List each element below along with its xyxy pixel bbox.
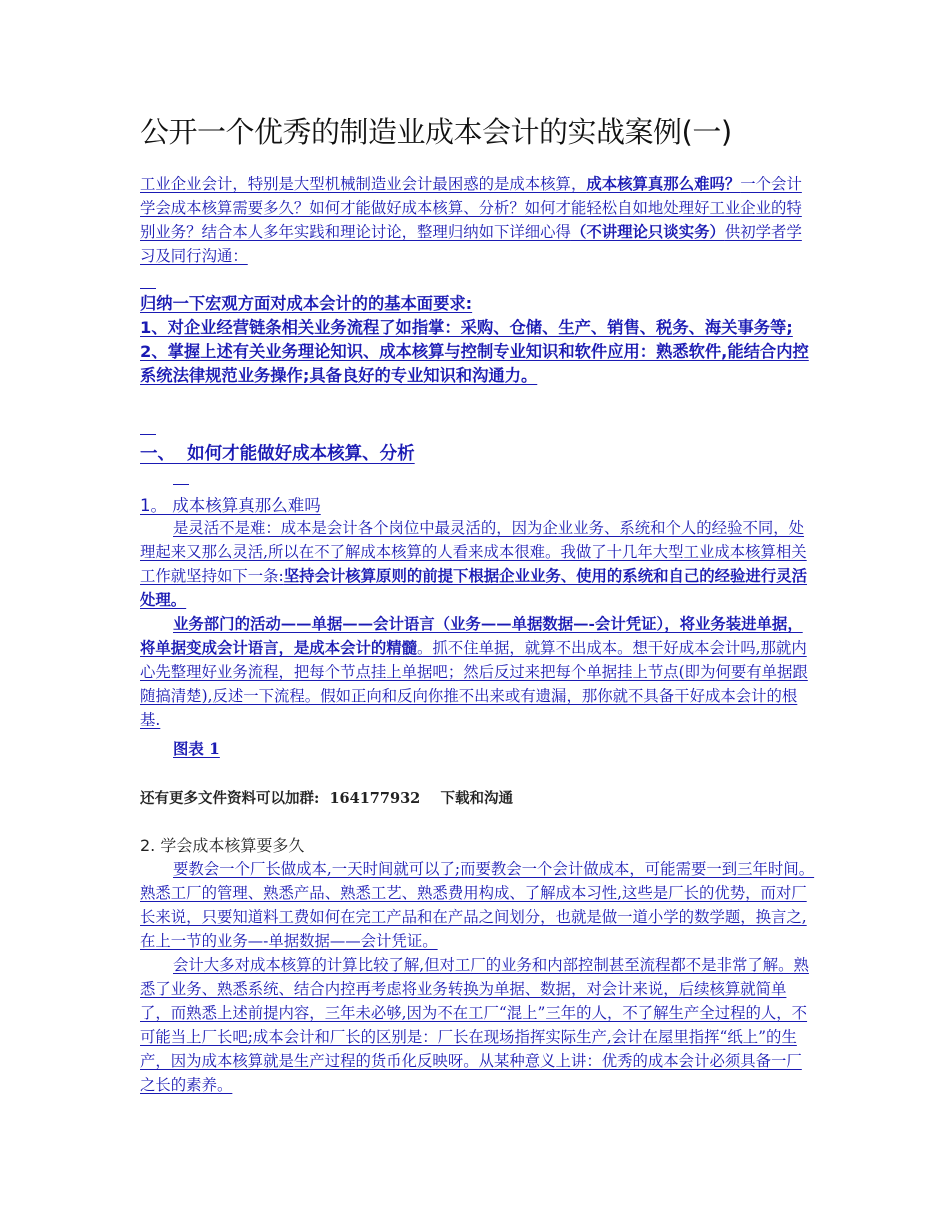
- sub1-p1-bold: 坚持会计核算原则的前提下根据企业业务、使用的系统和自己的经验进行灵活处理。: [140, 567, 807, 609]
- subsection-2-heading: 2. 学会成本核算要多久: [140, 836, 305, 855]
- intro-bold2: （不讲理论只谈实务）: [570, 223, 725, 241]
- intro-part2: 一个会计学会成本核算需要多久？如何才能做好成本核算、分析？如何才能轻松自如地处理好工业企业的特别业务？结合本人多年实践和理论讨论，整理归纳如下详细心得: [140, 175, 802, 241]
- subsection-1-paragraph-1: [140, 516, 815, 612]
- subsection-1-heading: 1。 成本核算真那么难吗: [140, 496, 321, 515]
- divider-dash: [173, 484, 189, 485]
- requirement-item-1: 1、对企业经营链条相关业务流程了如指掌：采购、仓储、生产、销售、税务、海关事务等;: [140, 318, 793, 337]
- sub1-p2-bold: 业务部门的活动——单据——会计语言（业务——单据数据—-会计凭证），将业务装进单据，将单据变成会计语言，是成本会计的精髓: [140, 615, 803, 657]
- intro-part3: 供初学者学习及同行沟通：: [140, 223, 802, 265]
- divider-dash: [140, 434, 156, 435]
- subsection-1-paragraph-2: [140, 612, 815, 732]
- page-title: 公开一个优秀的制造业成本会计的实战案例(一): [140, 115, 732, 149]
- intro-part1: 工业企业会计，特别是大型机械制造业会计最困惑的是成本核算，: [140, 175, 587, 193]
- intro-paragraph: [140, 172, 815, 268]
- subsection-2-paragraph-2: 会计大多对成本核算的计算比较了解,但对工厂的业务和内部控制甚至流程都不是非常了解。熟悉了业务、熟悉系统、结合内控再考虑将业务转换为单据、数据，对会计来说，后续核算就简单了，而熟悉上述前提内容，三年未必够,因为不在工厂“混上”三年的人，不了解生产全过程的人，不可能当上厂长吧;成本会计和厂长的区别是：厂长在现场指挥实际生产,会计在屋里指挥“纸上”的生产，因为成本核算就是生产过程的货币化反映呀。从某种意义上讲：优秀的成本会计必须具备一厂之长的素养。: [140, 956, 809, 1094]
- subsection-2-paragraph-1: 要教会一个厂长做成本,一天时间就可以了;而要教会一个会计做成本，可能需要一到三年时间。熟悉工厂的管理、熟悉产品、熟悉工艺、熟悉费用构成、了解成本习性,这些是厂长的优势，而对厂长来说，只要知道料工费如何在完工产品和在产品之间划分，也就是做一道小学的数学题，换言之,在上一节的业务—-单据数据——会计凭证。: [140, 860, 815, 950]
- sub1-p1-normal: 是灵活不是难：成本是会计各个岗位中最灵活的，因为企业业务、系统和个人的经验不同，处理起来又那么灵活,所以在不了解成本核算的人看来成本很难。我做了十几年大型工业成本核算相关工作就坚持如下一条:: [140, 519, 807, 585]
- intro-bold1: 成本核算真那么难吗？: [586, 175, 741, 193]
- group-note: 还有更多文件资料可以加群: 164177932 下载和沟通: [140, 790, 513, 807]
- requirement-item-2: 2、掌握上述有关业务理论知识、成本核算与控制专业知识和软件应用：熟悉软件,能结合内控系统法律规范业务操作;具备良好的专业知识和沟通力。: [140, 342, 809, 385]
- requirements-block: [140, 292, 815, 388]
- figure-caption: 图表 1: [173, 740, 220, 758]
- sub1-p2-normal: 。抓不住单据，就算不出成本。想干好成本会计吗,那就内心先整理好业务流程，把每个节点挂上单据吧；然后反过来把每个单据挂上节点(即为何要有单据跟随搞清楚),反述一下流程。假如正向和反向你推不出来或有遗漏，那你就不具备干好成本会计的根基.: [140, 639, 808, 729]
- subsection-1-body: [140, 516, 815, 732]
- subsection-2-body: [140, 857, 815, 1097]
- requirements-heading: 归纳一下宏观方面对成本会计的的基本面要求:: [140, 294, 473, 313]
- intro-text: [140, 172, 815, 268]
- divider-dash: [140, 288, 156, 289]
- section-1-heading: 一、 如何才能做好成本核算、分析: [140, 444, 415, 464]
